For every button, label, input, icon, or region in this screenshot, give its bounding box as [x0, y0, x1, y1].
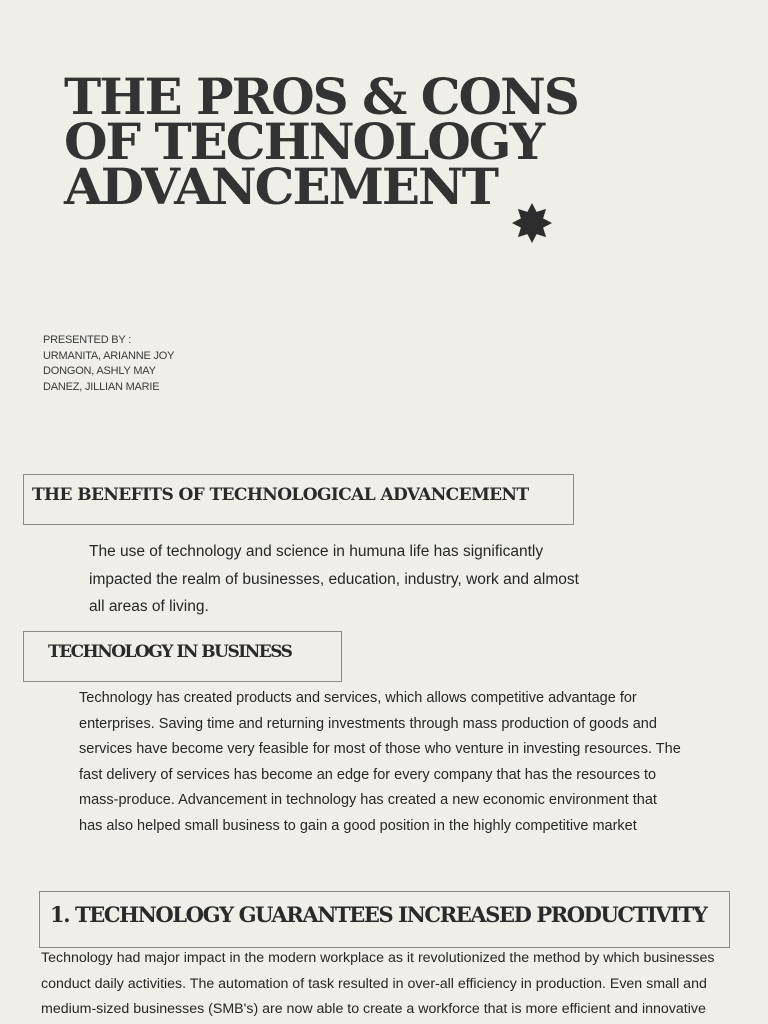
presenter-name: URMANITA, ARIANNE JOY: [43, 349, 175, 362]
business-paragraph: [79, 686, 681, 840]
paragraph-line: impacted the realm of businesses, education, industry, work and almost: [89, 570, 579, 588]
presenter-name: DANEZ, JILLIAN MARIE: [43, 380, 160, 393]
paragraph-line: conduct daily activities. The automation of task resulted in over-all efficiency in production. Even small and: [41, 975, 707, 992]
paragraph-line: fast delivery of services has become an edge for every company that has the resources to: [79, 766, 657, 783]
title-line: OF TECHNOLOGY: [64, 112, 544, 171]
paragraph-line: Technology had major impact in the modern workplace as it revolutionized the method by which businesses: [41, 950, 715, 966]
title-line: ADVANCEMENT: [64, 157, 497, 216]
star-icon: [510, 201, 554, 245]
productivity-heading: 1. TECHNOLOGY GUARANTEES INCREASED PRODUCTIVITY: [39, 891, 730, 948]
presenter-name: DONGON, ASHLY MAY: [43, 365, 156, 377]
business-heading: TECHNOLOGY IN BUSINESS: [23, 631, 342, 682]
benefits-heading: THE BENEFITS OF TECHNOLOGICAL ADVANCEMENT: [23, 474, 574, 525]
presenters-label: PRESENTED BY :: [43, 334, 132, 346]
paragraph-line: all areas of living.: [89, 598, 209, 615]
title-line: THE PROS & CONS: [64, 67, 578, 126]
document-title: [64, 67, 578, 216]
paragraph-line: mass-produce. Advancement in technology has created a new economic environment that: [79, 792, 657, 809]
paragraph-line: has also helped small business to gain a good position in the highly competitive market: [79, 817, 637, 834]
paragraph-line: services have become very feasible for most of those who venture in investing resources. The: [79, 741, 681, 758]
paragraph-line: Technology has created products and services, which allows competitive advantage for: [79, 690, 637, 706]
productivity-paragraph: [41, 946, 714, 1023]
benefits-paragraph: [89, 538, 579, 621]
presenters-block: [43, 333, 174, 395]
paragraph-line: The use of technology and science in humuna life has significantly: [89, 543, 544, 560]
paragraph-line: medium-sized businesses (SMB's) are now able to create a workforce that is more efficient and innovative: [41, 1001, 706, 1017]
paragraph-line: enterprises. Saving time and returning investments through mass production of goods and: [79, 715, 657, 732]
